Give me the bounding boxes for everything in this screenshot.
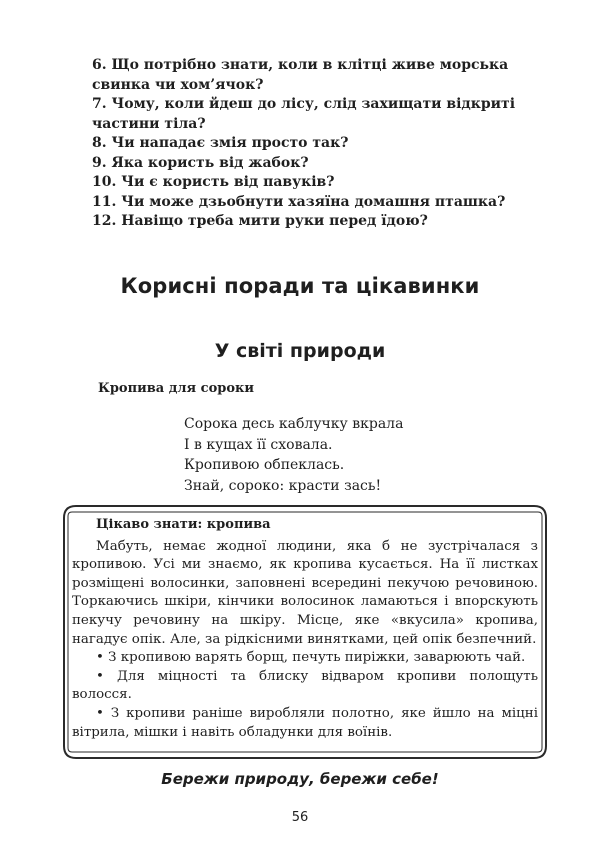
info-box-bullet: • Для міцності та блиску відваром кропиви полощуть волосся. [72, 668, 538, 703]
question-item: 12. Навіщо треба мити руки перед їдою? [92, 213, 428, 229]
info-box-bullet: • З кропиви раніше виробляли полотно, яке йшло на міцні вітрила, мішки і навіть обладунки для воїнів. [72, 705, 538, 740]
question-item: 11. Чи може дзьобнути хазяїна домашня пташка? [92, 193, 506, 210]
info-box-title: Цікаво знати: кропива [96, 517, 271, 532]
section-title: Корисні поради та цікавинки [120, 274, 480, 298]
info-box-paragraph: Мабуть, немає жодної людини, яка б не зустрічалася з кропивою. Усі ми знаємо, як кропива кусається. На її листках розміщені волосинки, заповнені всередині пекучою речовиною. Торкаючись шкіри, кінчики волосинок ламаються і впорскують пекучу речовину на шкіру. Місце, яке «вкусила» кропива, нагадує опік. Але, за рідкісними винятками, цей опік безпечний. [72, 538, 538, 647]
info-box-bullet: • З кропивою варять борщ, печуть пиріжки, заварюють чай. [96, 650, 526, 666]
poem-line: Знай, сороко: красти зась! [184, 477, 382, 494]
poem-title: Кропива для сороки [98, 381, 255, 396]
question-item: 7. Чому, коли йдеш до лісу, слід захищати відкриті частини тіла? [92, 96, 516, 132]
poem-line: Сорока десь каблучку вкрала [184, 416, 404, 432]
motto: Бережи природу, бережи себе! [161, 770, 439, 788]
page-number: 56 [291, 810, 309, 825]
poem [184, 414, 444, 496]
poem-line: Кропивою обпеклась. [184, 457, 345, 473]
question-item: 9. Яка користь від жабок? [92, 154, 309, 171]
question-item: 10. Чи є користь від павуків? [92, 174, 335, 190]
questions-list [92, 56, 562, 232]
question-item: 8. Чи нападає змія просто так? [92, 135, 349, 151]
question-item: 6. Що потрібно знати, коли в клітці живе морська свинка чи хом’ячок? [92, 57, 509, 93]
subsection-title: У світі природи [214, 340, 386, 362]
info-box-content [72, 516, 538, 742]
poem-line: І в кущах її сховала. [184, 436, 333, 453]
info-box [62, 504, 548, 760]
